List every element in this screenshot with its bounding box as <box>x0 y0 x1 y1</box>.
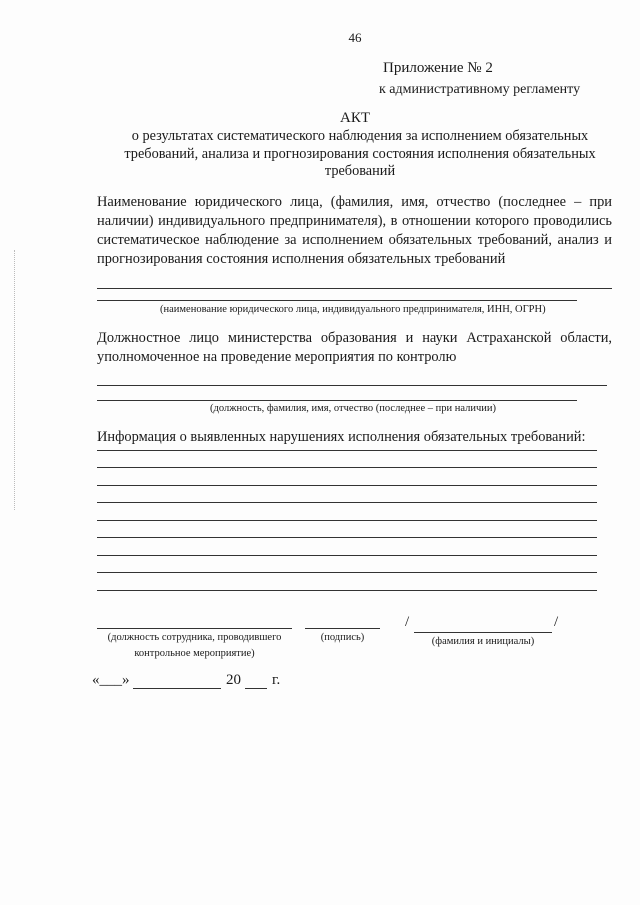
name-slash-right: / <box>554 614 559 630</box>
violation-line[interactable] <box>97 450 597 451</box>
violation-line[interactable] <box>97 520 597 521</box>
violation-line[interactable] <box>97 555 597 556</box>
document-title: АКТ <box>340 110 370 126</box>
official-caption: (должность, фамилия, имя, отчество (последнее – при наличии) <box>210 403 496 414</box>
violation-line[interactable] <box>97 467 597 468</box>
position-caption: (должность сотрудника, проводившего контрольное мероприятие) <box>107 632 282 659</box>
appendix-label: Приложение № 2 <box>383 60 493 76</box>
official-paragraph: Должностное лицо министерства образования и науки Астраханской области, уполномоченное на проведение мероприятия по контролю <box>97 330 612 365</box>
date-year-suffix: г. <box>272 672 281 688</box>
appendix-reference: к административному регламенту <box>379 82 581 97</box>
name-caption: (фамилия и инициалы) <box>431 636 535 647</box>
fill-line[interactable] <box>97 400 577 401</box>
date-day: «___» <box>92 672 130 688</box>
position-signature-line[interactable] <box>97 628 292 629</box>
violation-line[interactable] <box>97 537 597 538</box>
date-year-prefix: 20 <box>226 672 241 688</box>
violation-line[interactable] <box>97 502 597 503</box>
fill-line[interactable] <box>97 288 612 289</box>
violation-line[interactable] <box>97 590 597 591</box>
legal-entity-paragraph: Наименование юридического лица, (фамилия, имя, отчество (последнее – при наличии) индивидуального предпринимателя), в отношении которого проводились систематическое наблюдение за исполнением обязательных требований, анализ и прогнозирования состояния исполнения обязательных требований <box>97 194 612 267</box>
fill-line[interactable] <box>97 300 577 301</box>
date-year-line[interactable] <box>245 688 267 689</box>
page-number: 46 <box>348 30 362 45</box>
violation-line[interactable] <box>97 572 597 573</box>
name-slash-left: / <box>405 614 410 630</box>
violation-line[interactable] <box>97 485 597 486</box>
fill-line[interactable] <box>97 385 607 386</box>
legal-entity-caption: (наименование юридического лица, индивидуального предпринимателя, ИНН, ОГРН) <box>160 304 546 315</box>
name-line[interactable] <box>414 632 552 633</box>
scan-margin-mark <box>14 250 15 510</box>
date-month-line[interactable] <box>133 688 221 689</box>
sign-line[interactable] <box>305 628 380 629</box>
sign-caption: (подпись) <box>320 632 365 643</box>
document-subtitle: о результатах систематического наблюдения за исполнением обязательных требований, анализа и прогнозирования состояния исполнения обязательных требований <box>124 128 596 179</box>
violations-heading: Информация о выявленных нарушениях исполнения обязательных требований: <box>97 429 586 445</box>
